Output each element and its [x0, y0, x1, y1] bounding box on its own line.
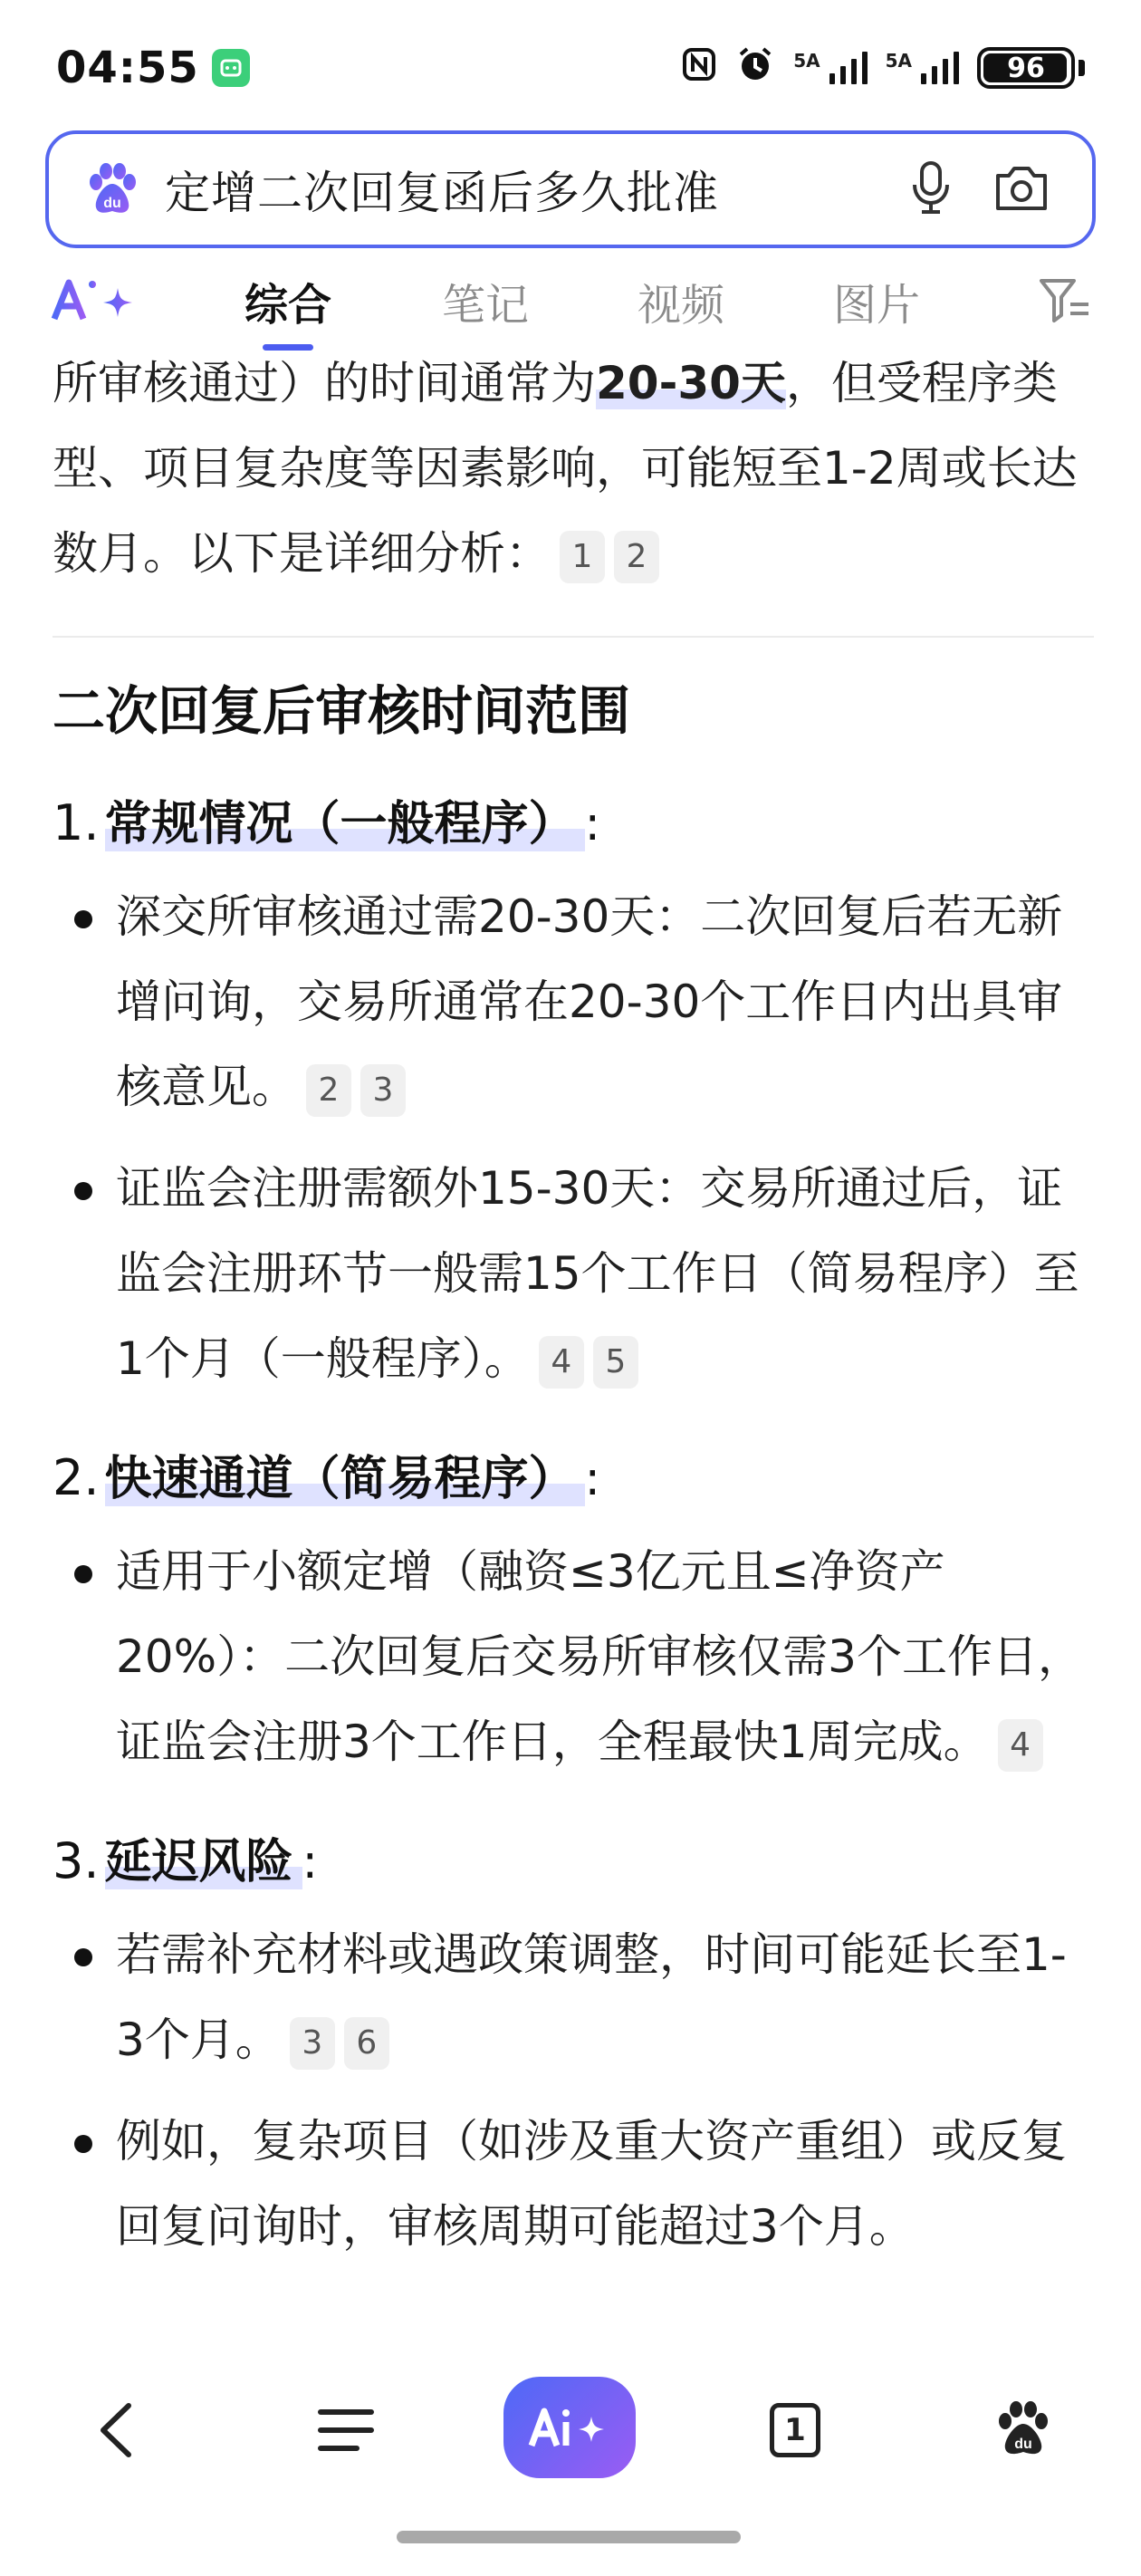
reference-badge[interactable]: 2 — [306, 1064, 351, 1117]
search-input[interactable]: 定增二次回复函后多久批准 — [165, 167, 719, 219]
baidu-home-icon[interactable] — [991, 2395, 1056, 2464]
reference-badge[interactable]: 5 — [593, 1336, 638, 1389]
bullet-item: 证监会注册需额外15-30天：交易所通过后，证监会注册环节一般需15个工作日（简易程序）至1个月（一般程序）。 4 5 — [53, 1146, 1094, 1401]
search-tabs — [0, 257, 1141, 344]
ai-assistant-button[interactable] — [503, 2377, 636, 2478]
bullet-item: 例如，复杂项目（如涉及重大资产重组）或反复回复问询时，审核周期可能超过3个月。 — [53, 2099, 1094, 2269]
bottom-nav — [0, 2357, 1141, 2502]
intro-highlight: 20-30天 — [596, 357, 786, 409]
status-bar — [0, 0, 1141, 136]
signal-1-icon: 5A — [793, 52, 867, 84]
list-item-heading: 1. 常规情况（一般程序） : — [53, 794, 601, 851]
battery-icon — [977, 47, 1075, 89]
reference-badge[interactable]: 4 — [998, 1719, 1043, 1772]
list-item-heading: 2. 快速通道（简易程序） : — [53, 1449, 601, 1506]
search-bar[interactable] — [45, 130, 1096, 248]
reference-badge[interactable]: 3 — [290, 2017, 335, 2070]
alarm-icon — [735, 44, 775, 92]
tab-all[interactable]: 综合 — [244, 270, 331, 332]
filter-icon[interactable] — [1038, 275, 1092, 326]
divider — [53, 636, 1094, 638]
home-indicator[interactable] — [397, 2531, 741, 2543]
battery-level: 96 — [1007, 52, 1045, 84]
signal-2-icon: 5A — [886, 52, 959, 84]
baidu-logo-icon — [83, 160, 141, 218]
reference-badge[interactable]: 6 — [344, 2017, 389, 2070]
bullet-item: 深交所审核通过需20-30天：二次回复后若无新增问询，交易所通常在20-30个工作日内出具审核意见。 2 3 — [53, 874, 1094, 1129]
svg-text:du: du — [1014, 2437, 1032, 2452]
reference-badge[interactable]: 4 — [539, 1336, 584, 1389]
status-time: 04:55 — [56, 43, 199, 93]
answer-content — [53, 341, 1094, 2357]
tabs-count: 1 — [770, 2403, 820, 2457]
tab-images[interactable]: 图片 — [833, 279, 921, 331]
menu-icon[interactable] — [313, 2397, 379, 2464]
ai-icon — [528, 2404, 611, 2451]
intro-paragraph: 所审核通过）的时间通常为20-30天，但受程序类型、项目复杂度等因素影响，可能短至1-2周或长达数月。以下是详细分析： 1 2 — [53, 341, 1094, 596]
back-icon[interactable] — [83, 2397, 147, 2464]
app-notification-icon — [212, 49, 250, 87]
section-title: 二次回复后审核时间范围 — [53, 680, 631, 742]
list-item-heading: 3. 延迟风险 : — [53, 1832, 319, 1889]
tab-notes[interactable]: 笔记 — [442, 279, 530, 331]
microphone-icon[interactable] — [909, 159, 953, 219]
svg-text:du: du — [103, 196, 121, 211]
nfc-icon — [681, 46, 717, 91]
bullet-item: 若需补充材料或遇政策调整，时间可能延长至1-3个月。 3 6 — [53, 1912, 1094, 2082]
reference-badge[interactable]: 2 — [614, 531, 659, 583]
ai-logo-icon[interactable] — [51, 274, 145, 328]
reference-badge[interactable]: 3 — [360, 1064, 406, 1117]
tab-video[interactable]: 视频 — [638, 279, 725, 331]
tabs-button[interactable] — [762, 2397, 828, 2464]
bullet-item: 适用于小额定增（融资≤3亿元且≤净资产20%）：二次回复后交易所审核仅需3个工作日，证监会注册3个工作日，全程最快1周完成。 4 — [53, 1529, 1094, 1784]
camera-icon[interactable] — [992, 161, 1050, 217]
reference-badge[interactable]: 1 — [560, 531, 605, 583]
